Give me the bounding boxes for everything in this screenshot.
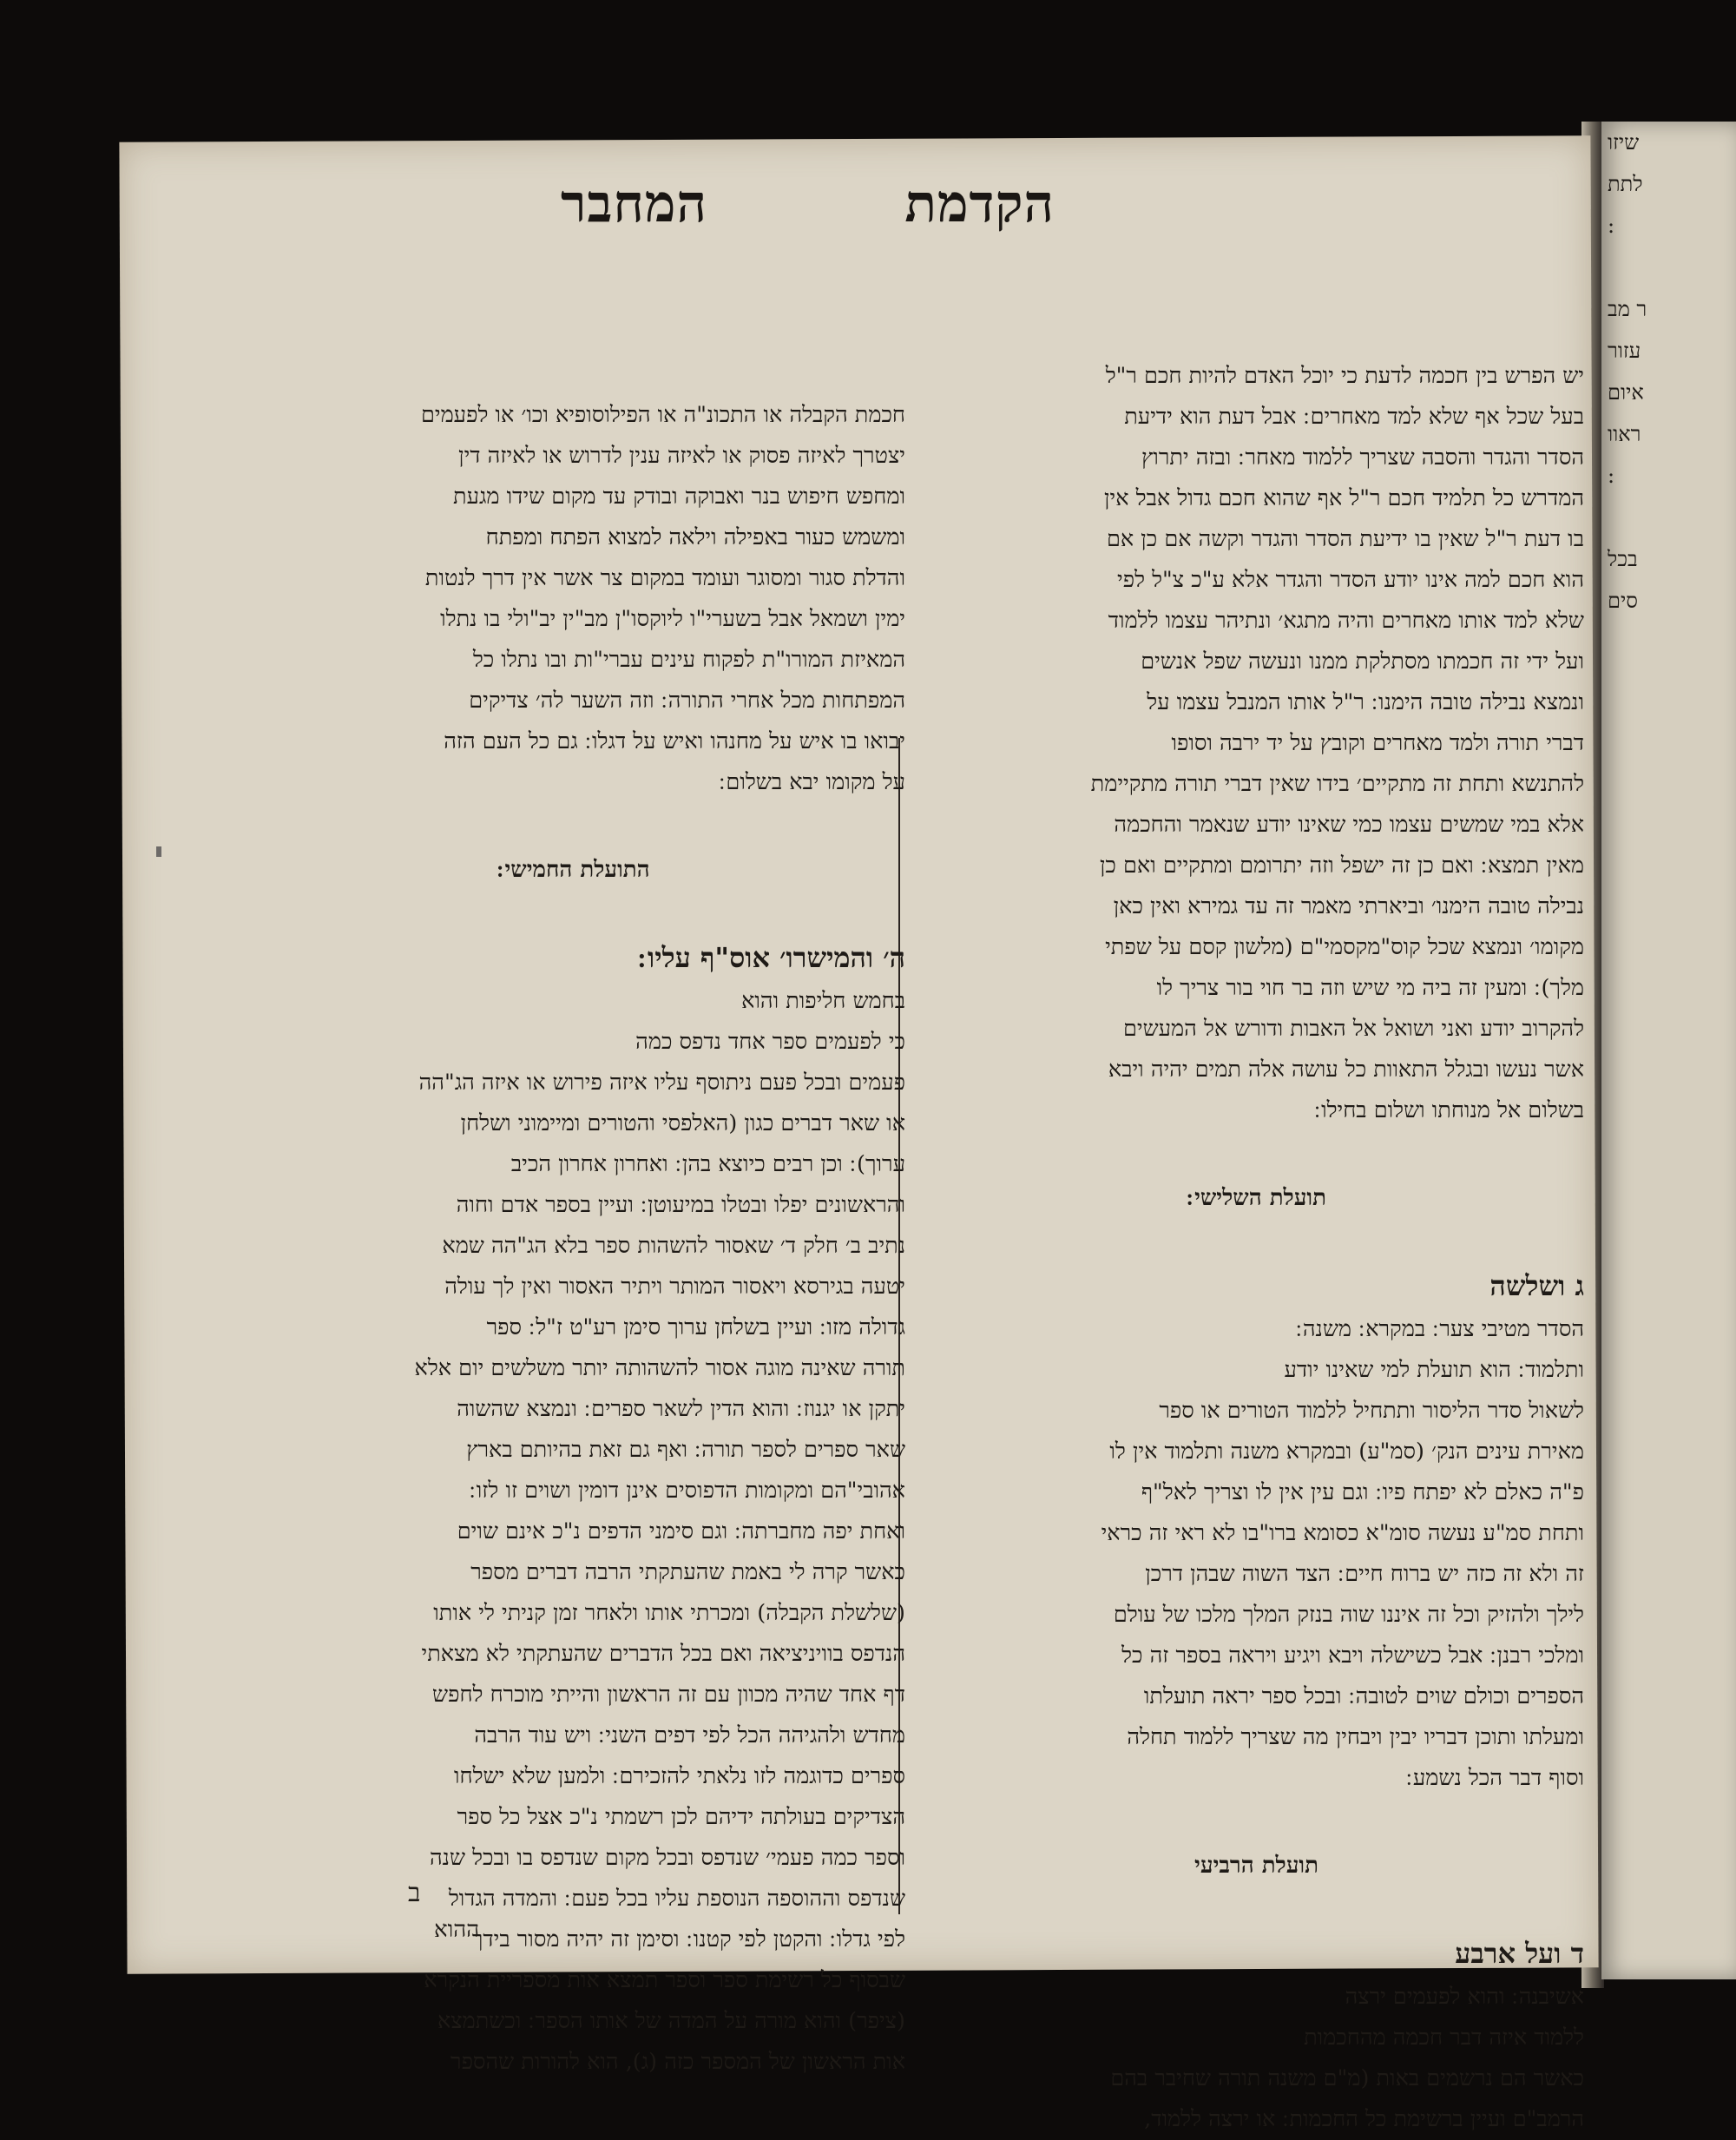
- text-line: כאשר קרה לי באמת שהעתקתי הרבה דברים מספר: [470, 1559, 905, 1585]
- section-title-third: תועלת השלישי ׃: [1187, 1185, 1326, 1211]
- text-line: הוא חכם למה אינו יודע הסדר והגדר אלא ע"כ צ"ל לפי: [1117, 567, 1584, 593]
- text-line: המאיזת המורו"ת לפקוח עינים עברי"ות ובו נתלו כל: [472, 647, 905, 673]
- text-line: שנדפס וההוספה הנוספת עליו בכל פעם ׃ והמדה הגדול: [448, 1886, 905, 1912]
- text-line: הסדר והגדר והסבה שצריך ללמוד מאחר ׃ ובזה יתרוץ: [1141, 444, 1584, 471]
- fifth-benefit-paragraph: [241, 981, 905, 2083]
- edge-text-fragment: עזור: [1608, 339, 1641, 363]
- right-text-column: [929, 356, 1584, 2140]
- text-line: שבסוף כל רשימת ספר וספר תמצא אות מספריית הנקרא: [424, 1967, 905, 1993]
- text-line: ותחת סמ"ע נעשה סומ"א כסומא ברו"בו לא ראי זה כראי: [1101, 1520, 1584, 1546]
- text-line: כאשר הם נרשמים באות (מ"ם משנה תורה שחיבר בהם: [1110, 2065, 1584, 2091]
- lead-words-four: ד ועל ארבע: [1455, 1937, 1584, 1970]
- text-line: מלך) ׃ ומעין זה ביה מי שיש וזה בר חוי בור צריך לו: [1156, 975, 1584, 1001]
- text-line: יטעה בגירסא ויאסור המותר ויתיר האסור ואין לך עולה: [444, 1274, 905, 1300]
- text-line: חכמת הקבלה או התכונ"ה או הפילוסופיא וכו׳ או לפעמים: [420, 402, 905, 428]
- text-line: מאירת עינים הנק׳ (סמ"ע) ובמקרא משנה ותלמוד אין לו: [1109, 1439, 1584, 1465]
- text-line: מקומו׳ ונמצא שכל קוס"מקסמי"ם (מלשון קסם על שפתי: [1105, 934, 1584, 960]
- text-line: אשר נעשו ובגלל התאוות כל עושה אלה תמים יהיה ויבא: [1108, 1057, 1584, 1083]
- edge-text-fragment: לתת: [1608, 172, 1643, 196]
- left-column-paragraph: [241, 395, 905, 803]
- text-line: ימין ושמאל אבל בשערי"ו ליוקסו"ן מב"ין יב"ולי בו נתלו: [440, 606, 905, 632]
- text-line: שאר ספרים לספר תורה ׃ ואף גם זאת בהיותם בארץ: [466, 1437, 905, 1463]
- text-line: תורה שאינה מוגה אסור להשהותה יותר משלשים יום אלא: [414, 1355, 905, 1381]
- text-line: נבילה טובה הימנו׳ וביארתי מאמר זה עד גמירא ואין כאן: [1113, 893, 1584, 919]
- lead-words-five: ה׳ והמישרו׳ אוס"ף עליו ׃: [637, 941, 905, 974]
- text-line: מחדש ולהגיהה הכל לפי דפים השני ׃ ויש עוד הרבה: [474, 1722, 905, 1748]
- text-line: בעל שכל אף שלא למד מאחרים ׃ אבל דעת הוא ידיעת: [1124, 404, 1584, 430]
- edge-text-fragment: :: [1608, 214, 1615, 238]
- text-line: הנדפס בוויניציאה ואם בכל הדברים שהעתקתי לא מצאתי: [421, 1641, 905, 1667]
- text-line: להתנשא ותחת זה מתקיים׳ בידו שאין דברי תורה מתקיימת: [1090, 771, 1584, 797]
- heading-left-word: המחבר: [561, 174, 707, 234]
- text-line: הרמב"ם ועיין ברשימת כל החכמות ׃ או ירצה ללמוד,: [1144, 2106, 1584, 2132]
- fourth-benefit-paragraph: [929, 1977, 1584, 2140]
- text-line: שלא למד אותו מאחרים והיה מתגא׳ ונתיהר עצמו ללמוד: [1108, 608, 1584, 634]
- text-line: ואחת יפה מחברתה ׃ וגם סימני הדפים נ"כ אינם שוים: [457, 1518, 905, 1544]
- edge-text-fragment: שיזו: [1608, 130, 1640, 155]
- text-line: ומלכי רבנן ׃ אבל כשישלה ויבא ויגיע ויראה בספר זה כל: [1121, 1643, 1584, 1669]
- text-line: יתקן או יגנוז ׃ והוא הדין לשאר ספרים ׃ ונמצא שהשוה: [457, 1396, 905, 1422]
- left-text-column: [241, 395, 905, 2083]
- edge-text-fragment: סים: [1608, 589, 1638, 613]
- text-line: ומחפש חיפוש בנר ואבוקה ובודק עד מקום שידו מגעת: [453, 484, 905, 510]
- section-title-fifth: התועלת החמישי ׃: [496, 857, 650, 883]
- text-line: להקרוב יודע ואני ושואל אל האבות ודורש אל המעשים: [1122, 1016, 1584, 1042]
- ink-speck: [156, 846, 161, 857]
- catchword: ההוא: [434, 1917, 480, 1943]
- edge-text-fragment: ר מב: [1608, 297, 1647, 321]
- text-line: מאין תמצא ׃ ואם כן זה ישפל וזה יתרומם ומתקיים ואם כן: [1099, 853, 1584, 879]
- text-line: לילך ולהזיק וכל זה איננו שוה בנזק המלך מלכו של עולם: [1113, 1602, 1584, 1628]
- text-line: יבואו בו איש על מחנהו ואיש על דגלו ׃ גם כל העם הזה: [444, 728, 905, 754]
- text-line: יצטרך לאיזה פסוק או לאיזה ענין לדרוש או לאיזה דין: [458, 443, 905, 469]
- text-line: הספרים וכולם שוים לטובה ׃ ובכל ספר יראה תועלתו: [1143, 1683, 1584, 1709]
- edge-text-fragment: :: [1608, 464, 1615, 488]
- text-line: ללמוד איזה דבר חכמה מהחכמות: [1304, 2025, 1584, 2051]
- text-line: בו דעת ר"ל שאין בו ידיעת הסדר והגדר וקשה אם כן אם: [1106, 526, 1584, 552]
- text-line: לשאול סדר הליסור ותתחיל ללמוד הטורים או ספר: [1159, 1398, 1584, 1424]
- text-line: ערוך) ׃ וכן רבים כיוצא בהן ׃ ואחרון אחרון הכיב: [510, 1151, 905, 1177]
- text-line: יש הפרש בין חכמה לדעת כי יוכל האדם להיות חכם ר"ל: [1105, 363, 1584, 389]
- text-line: פעמים ובכל פעם ניתוסף עליו איזה פירוש או איזה הג"הה: [418, 1070, 905, 1096]
- text-line: ועל ידי זה חכמתו מסתלקת ממנו ונעשה שפל אנשים: [1141, 649, 1584, 675]
- text-line: וספר כמה פעמי׳ שנדפס ובכל מקום שנדפס בו ובכל שנה: [430, 1845, 905, 1871]
- signature-mark: ב: [408, 1878, 421, 1908]
- text-line: או שאר דברים כגון (האלפסי והטורים ומיימוני ושלחן: [460, 1110, 905, 1136]
- text-line: בחמש חליפות והוא: [741, 988, 905, 1014]
- text-line: המדרש כל תלמיד חכם ר"ל אף שהוא חכם גדול אבל אין: [1104, 485, 1584, 511]
- text-line: ותלמוד ׃ הוא תועלת למי שאינו יודע: [1284, 1357, 1584, 1383]
- text-line: (שלשלת הקבלה) ומכרתי אותו ולאחר זמן קניתי לי אותו: [433, 1600, 905, 1626]
- text-line: זה ולא זה כזה יש ברוח חיים ׃ הצד השוה שבהן דרכן: [1145, 1561, 1584, 1587]
- text-line: והדלת סגור ומסוגר ועומד במקום צר אשר אין דרך לנטות: [424, 565, 905, 591]
- text-line: הסדר מטיבי צער ׃ במקרא ׃ משנה ׃: [1295, 1316, 1584, 1342]
- text-line: דברי תורה ולמד מאחרים וקובץ על יד ירבה וסופו: [1171, 730, 1584, 756]
- text-line: פ"ה כאלם לא יפתח פיו ׃ וגם עין אין לו וצריך לאל"ף: [1141, 1479, 1584, 1505]
- text-line: ומעלתו ותוכן דבריו יבין ויבחין מה שצריך ללמוד תחלה: [1127, 1724, 1584, 1750]
- text-line: כי לפעמים ספר אחד נדפס כמה: [635, 1029, 905, 1055]
- text-line: נתיב ב׳ חלק ד׳ שאסור להשהות ספר בלא הג"הה שמא: [442, 1233, 905, 1259]
- text-line: ונמצא נבילה טובה הימנו ׃ ר"ל אותו המנבל עצמו על: [1147, 689, 1584, 715]
- text-line: והראשונים יפלו ובטלו במיעוטן ׃ ועיין בספר אדם וחוה: [456, 1192, 905, 1218]
- text-line: לפי גדלו ׃ והקטן לפי קטנו ׃ וסימן זה יהיה מסור בידך: [471, 1926, 905, 1952]
- text-line: ומשמש כעור באפילה וילאה למצוא הפתח ומפתח: [485, 524, 905, 550]
- text-line: אשיבנה ׃ והוא לפעמים ירצה: [1345, 1984, 1584, 2010]
- section-title-fourth: תועלת הרביעי: [1194, 1853, 1318, 1879]
- edge-text-fragment: ראוו: [1608, 422, 1641, 446]
- text-line: דף אחד שהיה מכוון עם זה הראשון והייתי מוכרח לחפש: [432, 1682, 905, 1708]
- text-line: וסוף דבר הכל נשמע ׃: [1405, 1765, 1584, 1791]
- lead-words-three: ג ושלשה: [1489, 1269, 1584, 1302]
- third-benefit-paragraph: [929, 1309, 1584, 1799]
- text-line: (ציפר) והוא מורה על המדה של אותו הספר ׃ וכשתמצא: [437, 2008, 905, 2034]
- text-line: אות הראשון של המספר כזה (ג), הוא להורות שהספר: [450, 2049, 905, 2075]
- text-line: על מקומו יבא בשלום ׃: [719, 769, 905, 795]
- heading-right-word: הקדמת: [904, 174, 1055, 234]
- text-line: ספרים כדוגמה לזו נלאתי להזכירם ׃ ולמען שלא ישלחו: [454, 1763, 905, 1789]
- text-line: המפתחות מכל אחרי התורה ׃ וזה השער לה׳ צדיקים: [469, 688, 905, 714]
- text-line: הצדיקים בעולתה ידיהם לכן רשמתי נ"כ אצל כל ספר: [457, 1804, 905, 1830]
- edge-text-fragment: בכל: [1608, 547, 1638, 571]
- text-line: אהובי"הם ומקומות הדפוסים אינן דומין ושוים זו לזו ׃: [469, 1478, 905, 1504]
- text-line: בשלום אל מנוחתו ושלום בחילו ׃: [1313, 1097, 1584, 1123]
- text-line: אלא במי שמשים עצמו כמי שאינו יודע שנאמר והחכמה: [1114, 812, 1584, 838]
- edge-text-fragment: איום: [1608, 380, 1644, 405]
- text-line: גדולה מזו ׃ ועיין בשלחן ערוך סימן רע"ט ז"ל ׃ ספר: [486, 1314, 905, 1340]
- right-column-paragraph: [929, 356, 1584, 1131]
